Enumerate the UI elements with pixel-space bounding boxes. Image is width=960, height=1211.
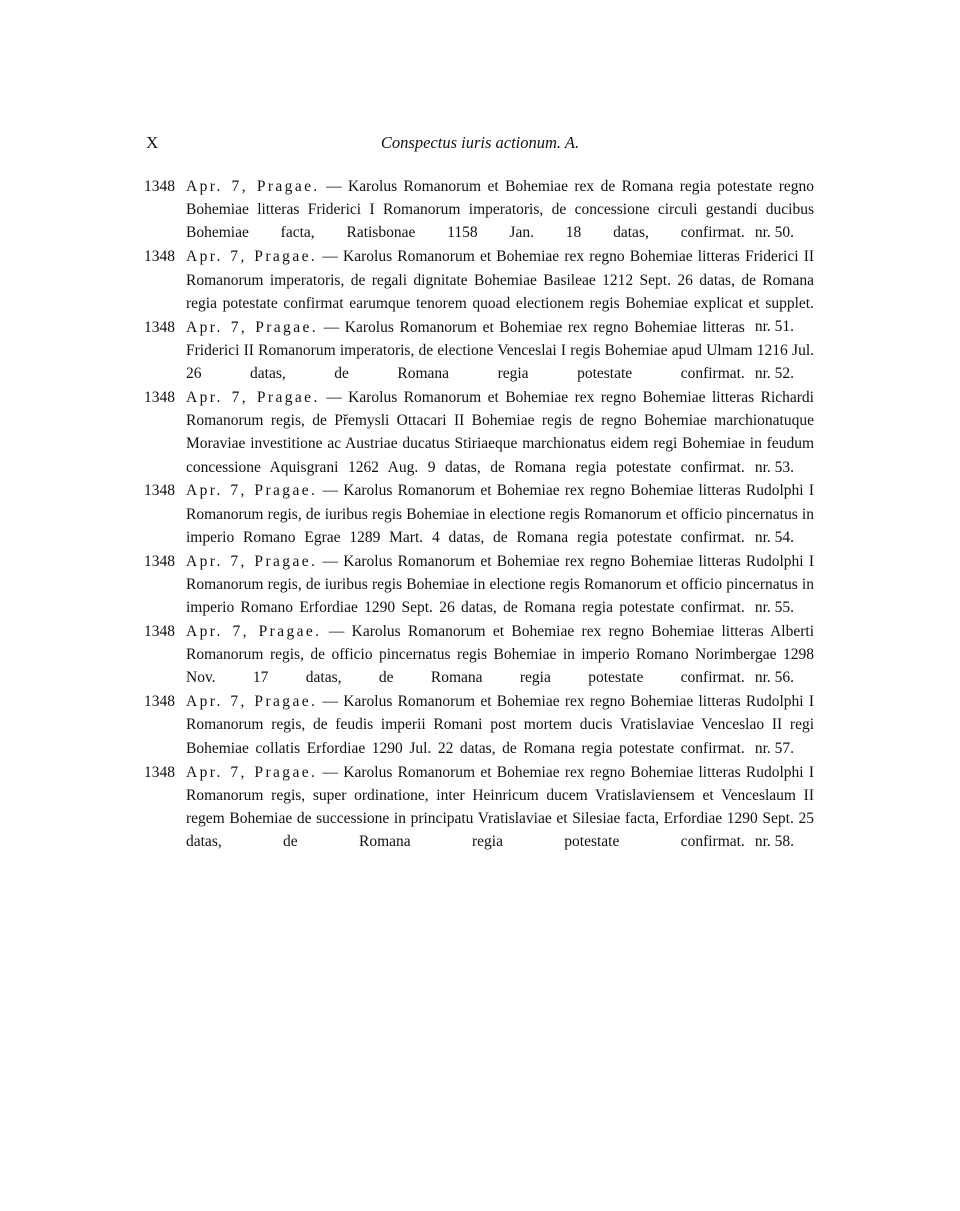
entry-year: 1348 bbox=[144, 622, 175, 640]
entry-number: nr. 52. bbox=[754, 365, 794, 382]
entry-year: 1348 bbox=[144, 482, 175, 500]
entry-text: — Karolus Romanorum et Bohemiae rex de Romana regia potestate regno Bohemiae litteras Friderici I Romanorum imperatoris, de concessione circuli gestandi ducibus Bohemiae facta, Ratisbonae 1158 Jan. 18 datas, confirmat. bbox=[186, 178, 814, 242]
entry-date: Apr. 7, Pragae. bbox=[186, 178, 320, 195]
entry-date: Apr. 7, Pragae. bbox=[186, 318, 319, 336]
page-number: X bbox=[146, 133, 159, 152]
entry-body bbox=[186, 175, 814, 245]
entries-list bbox=[144, 175, 814, 854]
entry-date: Apr. 7, Pragae. bbox=[186, 622, 322, 640]
list-item bbox=[144, 550, 814, 620]
entry-text: — Karolus Romanorum et Bohemiae rex regno Bohemiae litteras Rudolphi I Romanorum regis, de iuribus regis Bohemiae in electione regis Romanorum et officio pincernatus in imperio Romano Erfordiae 1290 Sept. 26 datas, de Romana regia potestate confirmat. bbox=[186, 552, 815, 617]
entry-body bbox=[186, 761, 814, 854]
entry-number: nr. 56. bbox=[754, 669, 794, 687]
list-item bbox=[144, 316, 814, 386]
entry-year: 1348 bbox=[144, 178, 175, 195]
entry-date: Apr. 7, Pragae. bbox=[186, 248, 318, 266]
entry-date: Apr. 7, Pragae. bbox=[186, 552, 318, 570]
list-item bbox=[144, 690, 814, 760]
entry-body bbox=[186, 245, 815, 335]
entry-text: — Karolus Romanorum et Bohemiae rex regno Bohemiae litteras Friderici II Romanorum imperatoris, de electione Venceslai I regis Bohemiae apud Ulmam 1216 Jul. 26 datas, de Romana regia potestate confirmat. bbox=[186, 318, 814, 382]
entry-year: 1348 bbox=[144, 763, 175, 781]
page-header bbox=[146, 133, 814, 155]
entry-date: Apr. 7, Pragae. bbox=[186, 388, 320, 406]
entry-number: nr. 57. bbox=[754, 739, 794, 757]
entry-year: 1348 bbox=[144, 318, 175, 336]
entry-number: nr. 50. bbox=[754, 224, 794, 242]
entry-number: nr. 58. bbox=[754, 833, 794, 851]
running-title: Conspectus iuris actionum. A. bbox=[380, 133, 580, 152]
entry-year: 1348 bbox=[144, 552, 175, 570]
entry-text: — Karolus Romanorum et Bohemiae rex regno Bohemiae litteras Friderici II Romanorum imperatoris, de regali dignitate Bohemiae Basileae 1212 Sept. 26 datas, de Romana regia potestate confirmat earumque tenorem quoad electionem regis Bohemiae explicat et supplet. bbox=[186, 248, 815, 312]
entry-text: — Karolus Romanorum et Bohemiae rex regno Bohemiae litteras Rudolphi I Romanorum regis, de iuribus regis Bohemiae in electione regis Romanorum et officio pincernatus in imperio Romano Egrae 1289 Mart. 4 datas, de Romana regia potestate confirmat. bbox=[186, 482, 815, 546]
list-item bbox=[144, 761, 814, 854]
entry-body bbox=[186, 386, 814, 479]
entry-date: Apr. 7, Pragae. bbox=[186, 693, 318, 711]
entry-number: nr. 51. bbox=[754, 317, 794, 335]
entry-body bbox=[186, 479, 814, 549]
entry-year: 1348 bbox=[144, 693, 175, 711]
list-item bbox=[144, 479, 814, 549]
entry-number: nr. 55. bbox=[754, 599, 794, 617]
entry-body bbox=[186, 550, 814, 620]
entry-date: Apr. 7, Pragae. bbox=[186, 482, 318, 500]
entry-date: Apr. 7, Pragae. bbox=[186, 763, 318, 781]
entry-year: 1348 bbox=[144, 248, 175, 266]
entry-number: nr. 54. bbox=[754, 528, 794, 546]
list-item bbox=[144, 386, 814, 479]
list-item bbox=[144, 175, 814, 245]
list-item bbox=[144, 620, 814, 690]
entry-text: — Karolus Romanorum et Bohemiae rex regno Bohemiae litteras Alberti Romanorum regis, de officio pincernatus regis Bohemiae in imperio Romano Norimbergae 1298 Nov. 17 datas, de Romana regia potestate confirmat. bbox=[186, 622, 815, 687]
entry-body bbox=[186, 620, 814, 690]
entry-number: nr. 53. bbox=[754, 458, 794, 476]
entry-text: — Karolus Romanorum et Bohemiae rex regno Bohemiae litteras Rudolphi I Romanorum regis, de feudis imperii Romani post mortem ducis Vratislaviae Venceslao II regi Bohemiae collatis Erfordiae 1290 Jul. 22 datas, de Romana regia potestate confirmat. bbox=[186, 693, 815, 757]
entry-text: — Karolus Romanorum et Bohemiae rex regno Bohemiae litteras Rudolphi I Romanorum regis, super ordinatione, inter Heinricum ducem Vratislaviensem et Venceslaum II regem Bohemiae de successione in principatu Vratislaviae et Silesiae facta, Erfordiae 1290 Sept. 25 datas, de Romana regia potestate confirmat. bbox=[186, 763, 815, 851]
list-item bbox=[144, 245, 815, 335]
entry-body bbox=[186, 690, 814, 760]
entry-text: — Karolus Romanorum et Bohemiae rex regno Bohemiae litteras Richardi Romanorum regis, de Přemysli Ottacari II Bohemiae regis de regno Bohemiae marchionatuque Moraviae investitione ac Austriae ducatus Stiriaeque marchionatus eidem regi Bohemiae in feudum concessione Aquisgrani 1262 Aug. 9 datas, de Romana regia potestate confirmat. bbox=[186, 388, 814, 476]
entry-body bbox=[186, 316, 814, 386]
entry-year: 1348 bbox=[144, 388, 175, 406]
